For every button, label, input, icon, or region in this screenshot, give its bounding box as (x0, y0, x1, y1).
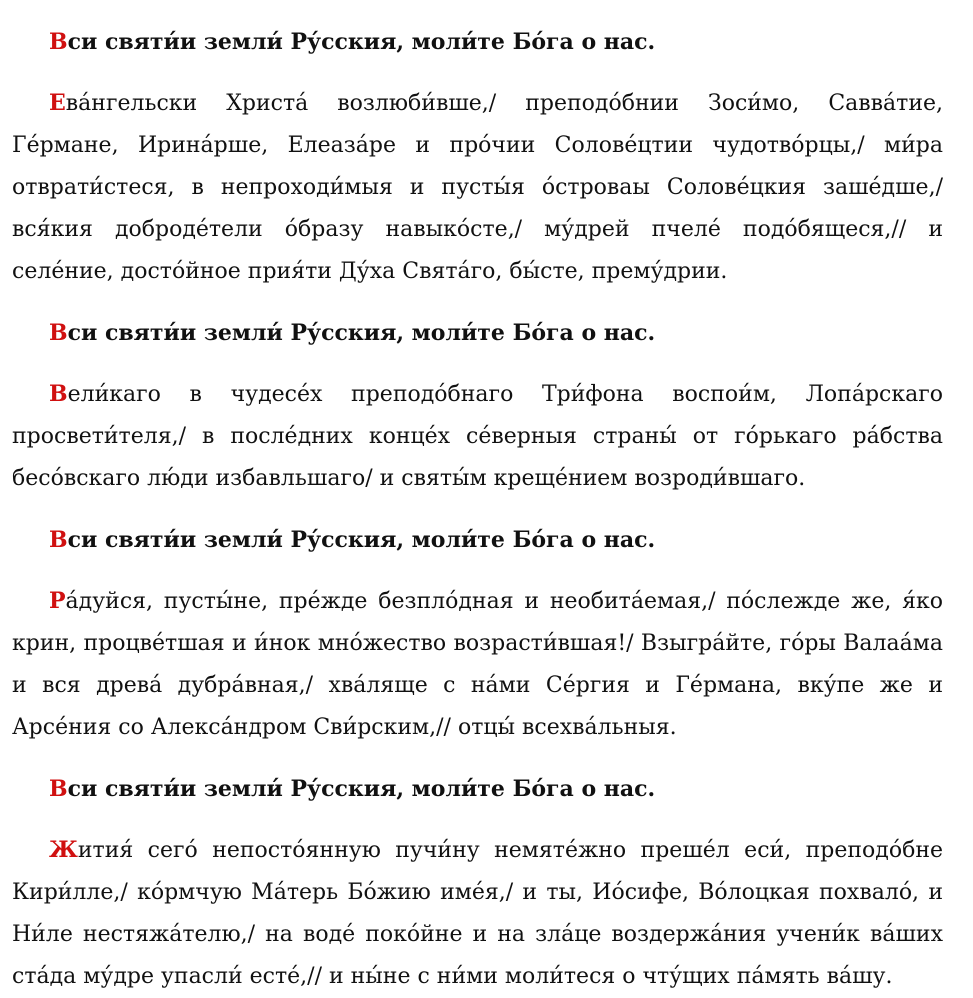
verse-text: а́дуйся, пусты́не, пре́жде безпло́дная и необита́емая,/ по́слежде же, я́ко крин, процве́тшая и и́нок мно́жество возрасти́вшая!/ Взыгра́йте, го́ры Валаа́ма и вся древа́ дубра́вная,/ хва́ляще с на́ми Се́ргия и Ге́рмана, вку́пе же и Арсе́ния со Алекса́ндром Сви́рским,// отцы́ всехва́льныя. (12, 589, 943, 740)
refrain-initial: В (49, 776, 68, 802)
verse-initial: Е (49, 90, 66, 116)
stanza-2 (12, 315, 943, 500)
verse-text: ва́нгельски Христа́ возлюби́вше,/ преподо́бнии Зоси́мо, Савва́тие, Ге́рмане, Ирина́рше, Елеаза́ре и про́чии Солове́цтии чудотво́рцы,/ ми́ра отврати́стеся, в непроходи́мыя и пусты́я о́строваы Солове́цкия заше́дше,/ вся́кия доброде́тели о́бразу навыко́сте,/ му́дрей пчеле́ подо́бящеся,// и селе́ние, досто́йное прия́ти Ду́ха Свята́го, бы́сте, прему́дрии. (12, 91, 943, 284)
verse-initial: Р (49, 588, 66, 614)
stanza-3 (12, 522, 943, 749)
verse-text: ели́каго в чудесе́х преподо́бнаго Три́фона воспои́м, Лопа́рскаго просвети́теля,/ в после́дних конце́х се́верныя страны́ от го́рькаго ра́бства бесо́вскаго лю́ди избавльшаго/ и святы́м креще́нием возроди́вшаго. (12, 382, 943, 491)
refrain-initial: В (49, 29, 68, 55)
refrain-text: си святи́и земли́ Ру́сския, моли́те Бо́га о нас. (67, 29, 656, 55)
refrain-initial: В (49, 320, 68, 346)
stanza-4 (12, 771, 943, 998)
refrain-line (49, 315, 943, 351)
refrain-line (49, 24, 943, 60)
verse-4 (12, 829, 943, 998)
refrain-initial: В (49, 527, 68, 553)
verse-2 (12, 373, 943, 500)
verse-text: ития́ сего́ непосто́янную пучи́ну немяте́жно преше́л еси́, преподо́бне Кири́лле,/ ко́рмчую Ма́терь Бо́жию име́я,/ и ты, Ио́сифе, Во́лоцкая похвало́, и Ни́ле нестяжа́телю,/ на воде́ поко́йне и на зла́це воздержа́ния учени́к ва́ших ста́да му́дре упасли́ есте́,// и ны́не с ни́ми моли́теся о чту́щих па́мять ва́шу. (12, 838, 943, 989)
refrain-text: си святи́и земли́ Ру́сския, моли́те Бо́га о нас. (67, 320, 656, 346)
refrain-text: си святи́и земли́ Ру́сския, моли́те Бо́га о нас. (67, 776, 656, 802)
refrain-line (49, 771, 943, 807)
refrain-line (49, 522, 943, 558)
stanza-1 (12, 24, 943, 293)
verse-initial: В (49, 381, 68, 407)
refrain-text: си святи́и земли́ Ру́сския, моли́те Бо́га о нас. (67, 527, 656, 553)
verse-initial: Ж (49, 837, 78, 863)
verse-3 (12, 580, 943, 749)
verse-1 (12, 82, 943, 293)
